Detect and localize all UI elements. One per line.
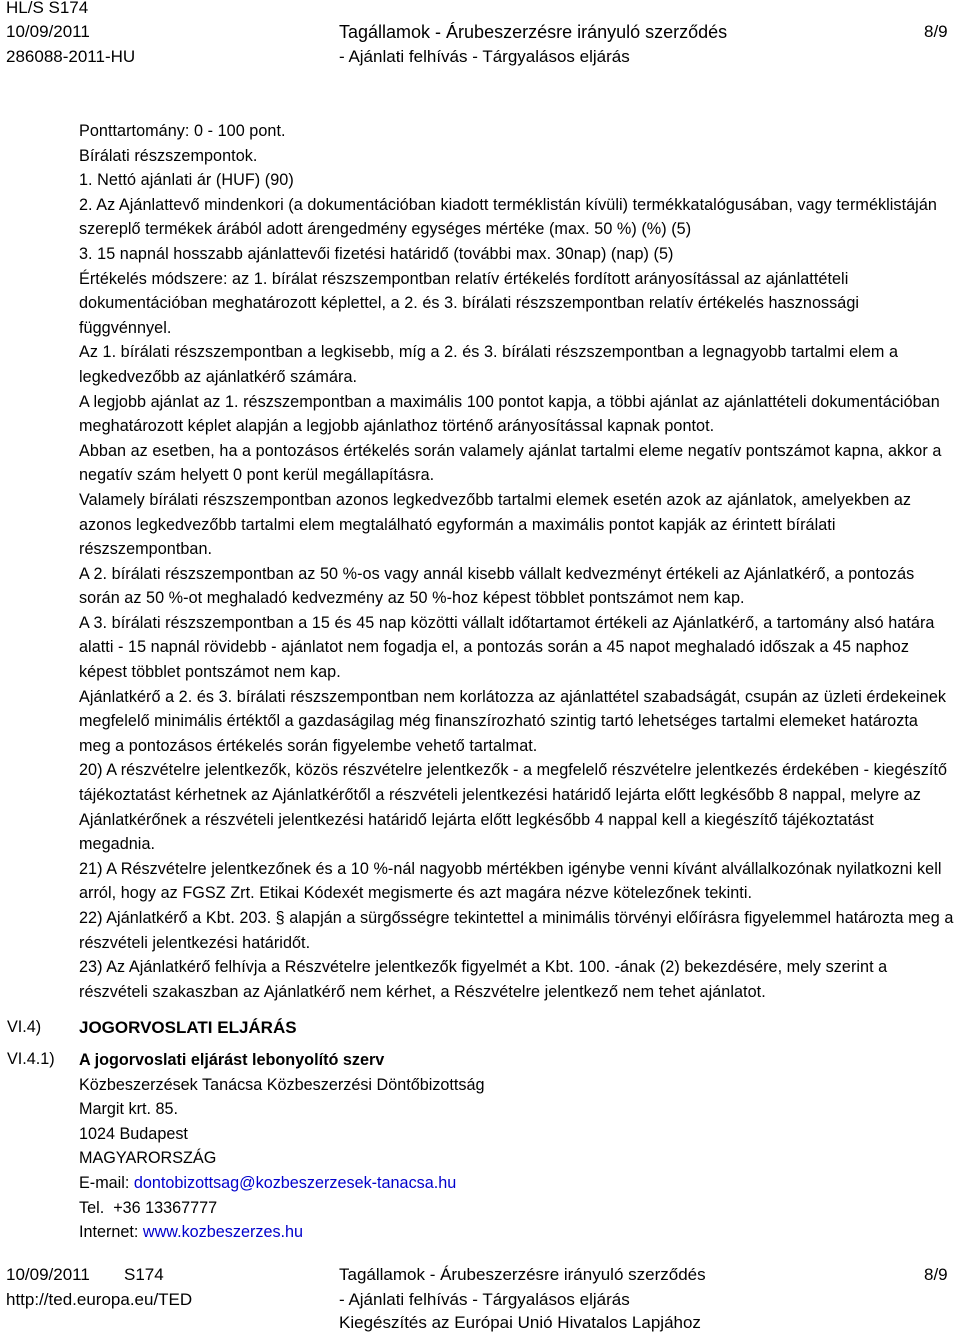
- internet-line: [79, 1220, 485, 1245]
- notice-number: 286088-2011-HU: [6, 47, 136, 66]
- header-page-number: 8/9: [924, 22, 948, 41]
- header-date: 10/09/2011: [6, 22, 90, 41]
- paragraph: Valamely bírálati részszempontban azonos legkedvezőbb tartalmi elemek esetén azok az ajánlatok, amelyekben az azonos legkedvezőbb tartalmi elem megtalálható egyformán a maximális pontot kapják az érintett bírálati részszempontban.: [79, 490, 912, 559]
- review-body-heading: A jogorvoslati eljárást lebonyolító szerv: [79, 1051, 385, 1069]
- paragraph: A legjobb ajánlat az 1. részszempontban a maximális 100 pontot kapja, a többi ajánlat az ajánlattételi dokumentációban meghatározott képlet alapján a legjobb ajánlathoz történő arányosítással kapnak pontot.: [79, 392, 940, 436]
- body-text: [79, 119, 954, 1004]
- paragraph: Abban az esetben, ha a pontozásos értékelés során valamely ajánlat tartalmi eleme negatív pontszámot kapna, akkor a negatív szám helyett 0 pont kerül megállapításra.: [79, 441, 942, 485]
- tel-label: Tel.: [79, 1198, 105, 1217]
- paragraph: 21) A Részvételre jelentkezőnek és a 10 %-nál nagyobb mértékben igénybe venni kívánt alvállalkozónak nyilatkozni kell arról, hogy az FGSZ Zrt. Etikai Kódexét megismerte és azt magára nézve kötelezőnek tekinti.: [79, 859, 942, 903]
- internet-label: Internet:: [79, 1223, 139, 1242]
- header-title: Tagállamok - Árubeszerzésre irányuló szerződés: [339, 22, 728, 42]
- paragraph: Ajánlatkérő a 2. és 3. bírálati részszempontban nem korlátozza az ajánlattétel szabadságát, csupán az üzleti érdekeinek megfelelő minimális értéktől a gazdaságilag még finanszírozható szintig tartó lehetséges tartalmi elemeket határozta meg a pontozásos értékelés során figyelembe vehető tartalmat.: [79, 687, 947, 755]
- review-body-org: Közbeszerzések Tanácsa Közbeszerzési Döntőbizottság: [79, 1075, 485, 1094]
- paragraph: A 2. bírálati részszempontban az 50 %-os vagy annál kisebb vállalt kedvezményt értékeli az Ajánlatkérő, a pontozás során az 50 %-ot meghaladó kedvezmény az 50 %-hoz képest többlet pontszámot nem kap.: [79, 564, 915, 608]
- paragraph: 20) A részvételre jelentkezők, közös részvételre jelentkezők - a megfelelő részvételre jelentkezés érdekében - kiegészítő tájékoztatást kérhetnek az Ajánlatkérőtől a részvételi jelentkezési határidő lejárta előtt legkésőbb 8 nappal, melyre az Ajánlatkérőnek a részvételi jelentkezési határidő lejárta előtt legkésőbb 4 nappal kell a kiegészítő tájékoztatást megadnia.: [79, 761, 948, 854]
- review-body-block: [79, 1048, 485, 1245]
- footer-series: S174: [124, 1265, 164, 1284]
- footer-supplement: Kiegészítés az Európai Unió Hivatalos Lapjához: [339, 1313, 701, 1332]
- email-label: E-mail:: [79, 1173, 130, 1192]
- paragraph: Értékelés módszere: az 1. bírálat részszempontban relatív értékelés fordított arányosítással az ajánlattételi dokumentációban meghatározott képlettel, a 2. és 3. bírálati részszempontban relatív értékelés hasznossági függvénnyel.: [79, 269, 860, 337]
- paragraph: Az 1. bírálati részszempontban a legkisebb, míg a 2. és 3. bírálati részszempontban a legnagyobb tartalmi elem a legkedvezőbb az ajánlatkérő számára.: [79, 343, 899, 386]
- section-heading-vi4: JOGORVOSLATI ELJÁRÁS: [79, 1018, 297, 1037]
- footer-page-number: 8/9: [924, 1265, 948, 1284]
- paragraph: 1. Nettó ajánlati ár (HUF) (90): [79, 171, 294, 190]
- header-subtitle: - Ajánlati felhívás - Tárgyalásos eljárás: [339, 47, 630, 66]
- section-number-vi41: VI.4.1): [7, 1050, 55, 1068]
- tel-line: [79, 1196, 485, 1221]
- review-body-street: Margit krt. 85.: [79, 1100, 178, 1119]
- tel-value: +36 13367777: [113, 1198, 218, 1217]
- footer-url-link[interactable]: http://ted.europa.eu/TED: [6, 1290, 193, 1309]
- paragraph: 3. 15 napnál hosszabb ajánlattevői fizetési határidő (további max. 30nap) (nap) (5): [79, 244, 674, 263]
- internet-link[interactable]: www.kozbeszerzes.hu: [142, 1223, 304, 1242]
- paragraph: 23) Az Ajánlatkérő felhívja a Részvételre jelentkezők figyelmét a Kbt. 100. -ának (2) bekezdésére, mely szerint a részvételi szakaszban az Ajánlatkérő nem kérhet, a Részvételre jelentkező nem tehet ajánlatot.: [79, 958, 888, 1001]
- email-link[interactable]: dontobizottsag@kozbeszerzesek-tanacsa.hu: [133, 1173, 457, 1192]
- paragraph: Bírálati részszempontok.: [79, 146, 258, 165]
- paragraph: Ponttartomány: 0 - 100 pont.: [79, 122, 286, 140]
- section-number-vi4: VI.4): [7, 1018, 42, 1036]
- paragraph: 2. Az Ajánlattevő mindenkori (a dokumentációban kiadott terméklistán kívüli) termékkatalógusában, vagy terméklistáján szereplő termékek árából adott árengedmény egységes mértéke (max. 50 %) (%) (5): [79, 195, 937, 239]
- footer-subtitle: - Ajánlati felhívás - Tárgyalásos eljárás: [339, 1290, 630, 1309]
- paragraph: A 3. bírálati részszempontban a 15 és 45 nap közötti vállalt időtartamot értékeli az Ajánlatkérő, a tartomány alsó határa alatti - 15 napnál rövidebb - ajánlatot nem fogadja el, a pontozás során a 45 napot meghaladó időszak a 45 naphoz képest többlet pontszámot nem kap.: [79, 613, 935, 682]
- review-body-city: 1024 Budapest: [79, 1124, 188, 1143]
- review-body-country: MAGYARORSZÁG: [79, 1149, 217, 1168]
- footer-title: Tagállamok - Árubeszerzésre irányuló szerződés: [339, 1265, 706, 1284]
- email-line: [79, 1171, 485, 1196]
- paragraph: 22) Ajánlatkérő a Kbt. 203. § alapján a sürgősségre tekintettel a minimális törvényi előírásra figyelemmel határozta meg a részvételi jelentkezési határidőt.: [79, 909, 954, 952]
- footer-date: 10/09/2011: [6, 1265, 90, 1284]
- doc-id: HL/S S174: [6, 0, 89, 17]
